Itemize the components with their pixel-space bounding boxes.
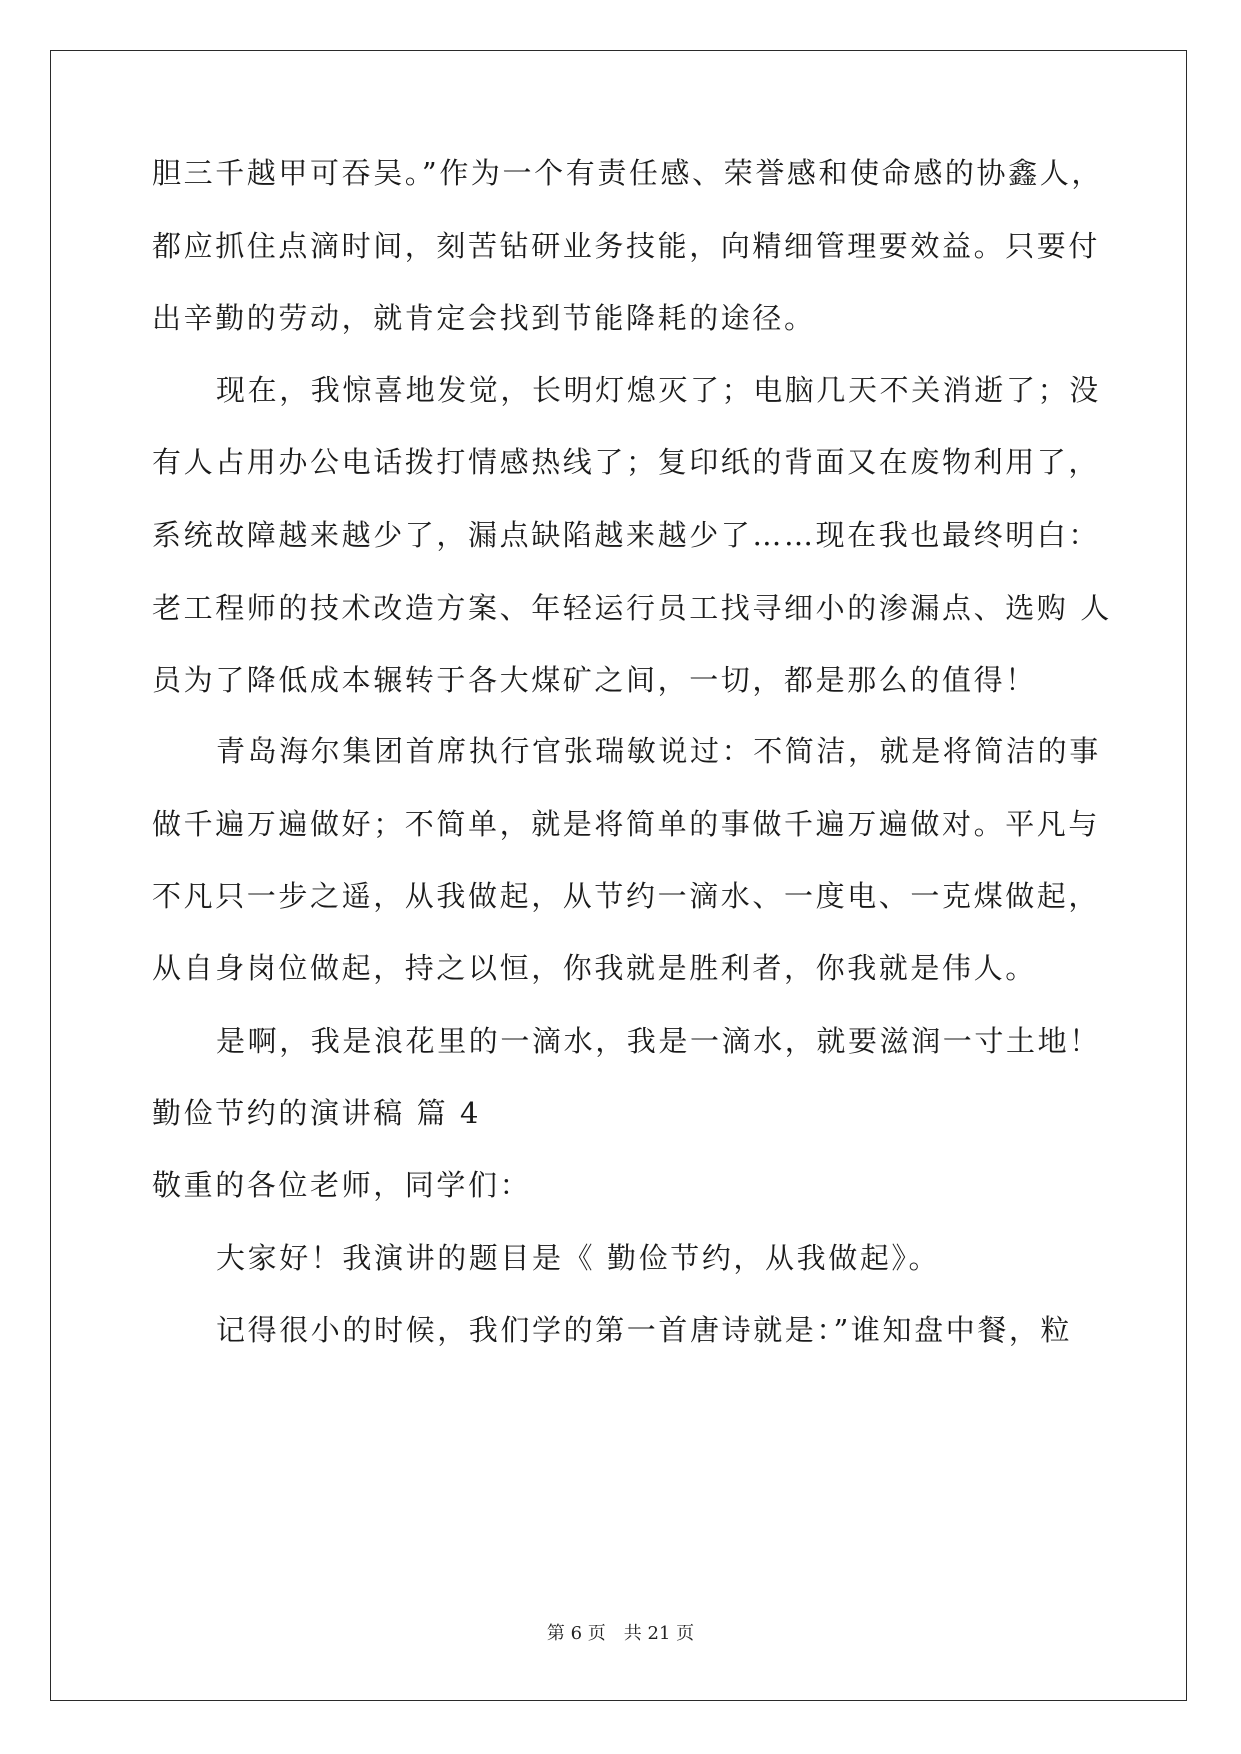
body-text-line: 有人占用办公电话拨打情感热线了；复印纸的背面又在废物利用了， (152, 445, 1101, 479)
body-text-line: 不凡只一步之遥，从我做起，从节约一滴水、一度电、一克煤做起， (152, 879, 1101, 913)
page-footer (0, 1622, 1241, 1646)
body-text-line: 都应抓住点滴时间，刻苦钻研业务技能，向精细管理要效益。只要付 (152, 229, 1101, 263)
page-number: 第 6 页 共 21 页 (546, 1623, 695, 1644)
section-heading: 勤俭节约的演讲稿 篇 4 (152, 1096, 482, 1130)
body-text-line: 青岛海尔集团首席执行官张瑞敏说过：不简洁，就是将简洁的事 (216, 734, 1101, 768)
body-text-line: 是啊，我是浪花里的一滴水，我是一滴水，就要滋润一寸土地！ (216, 1024, 1101, 1058)
body-text-line: 胆三千越甲可吞吴。”作为一个有责任感、荣誉感和使命感的协鑫人， (152, 156, 1103, 190)
body-text-line: 做千遍万遍做好；不简单，就是将简单的事做千遍万遍做对。平凡与 (152, 807, 1101, 841)
body-text-line: 大家好！我演讲的题目是《 勤俭节约，从我做起》。 (216, 1241, 941, 1275)
body-text-line: 记得很小的时候，我们学的第一首唐诗就是：”谁知盘中餐，粒 (216, 1313, 1073, 1347)
body-text-line: 现在，我惊喜地发觉，长明灯熄灭了；电脑几天不关消逝了；没 (216, 373, 1101, 407)
body-text-line: 从自身岗位做起，持之以恒，你我就是胜利者，你我就是伟人。 (152, 951, 1037, 985)
body-text-line: 员为了降低成本辗转于各大煤矿之间，一切，都是那么的值得！ (152, 663, 1037, 697)
salutation: 敬重的各位老师，同学们： (152, 1168, 532, 1202)
body-text-line: 老工程师的技术改造方案、年轻运行员工找寻细小的渗漏点、选购 人 (152, 591, 1112, 625)
body-text-line: 出辛勤的劳动，就肯定会找到节能降耗的途径。 (152, 301, 816, 335)
body-text-line: 系统故障越来越少了，漏点缺陷越来越少了……现在我也最终明白： (152, 518, 1101, 552)
